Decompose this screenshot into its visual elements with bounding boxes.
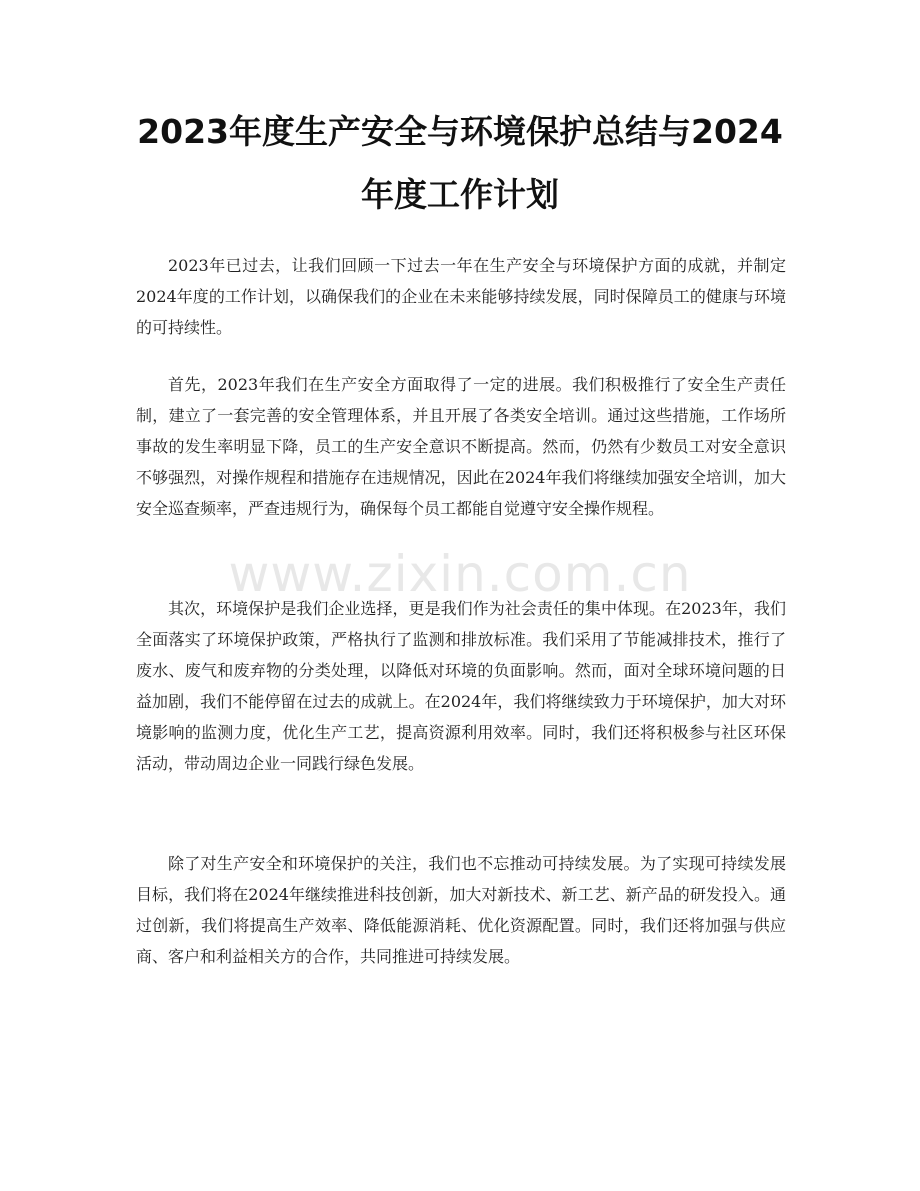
paragraph-sustainability: 除了对生产安全和环境保护的关注，我们也不忘推动可持续发展。为了实现可持续发展目标，我们将在2024年继续推进科技创新，加大对新技术、新工艺、新产品的研发投入。通过创新，我们将提高生产效率、降低能源消耗、优化资源配置。同时，我们还将加强与供应商、客户和利益相关方的合作，共同推进可持续发展。 xyxy=(136,854,786,966)
watermark: www.zixin.com.cn xyxy=(228,545,692,603)
document-title-line-2: 年度工作计划 xyxy=(361,175,559,214)
paragraph-environment: 其次，环境保护是我们企业选择，更是我们作为社会责任的集中体现。在2023年，我们全面落实了环境保护政策，严格执行了监测和排放标准。我们采用了节能减排技术，推行了废水、废气和废弃物的分类处理，以降低对环境的负面影响。然而，面对全球环境问题的日益加剧，我们不能停留在过去的成就上。在2024年，我们将继续致力于环境保护，加大对环境影响的监测力度，优化生产工艺，提高资源利用效率。同时，我们还将积极参与社区环保活动，带动周边企业一同践行绿色发展。 xyxy=(136,599,786,773)
document-title-line-1: 2023年度生产安全与环境保护总结与2024 xyxy=(137,112,783,151)
paragraph-safety: 首先，2023年我们在生产安全方面取得了一定的进展。我们积极推行了安全生产责任制，建立了一套完善的安全管理体系，并且开展了各类安全培训。通过这些措施，工作场所事故的发生率明显下降，员工的生产安全意识不断提高。然而，仍然有少数员工对安全意识不够强烈，对操作规程和措施存在违规情况，因此在2024年我们将继续加强安全培训，加大安全巡查频率，严查违规行为，确保每个员工都能自觉遵守安全操作规程。 xyxy=(136,375,786,518)
paragraph-intro: 2023年已过去，让我们回顾一下过去一年在生产安全与环境保护方面的成就，并制定2024年度的工作计划，以确保我们的企业在未来能够持续发展，同时保障员工的健康与环境的可持续性。 xyxy=(136,256,786,337)
